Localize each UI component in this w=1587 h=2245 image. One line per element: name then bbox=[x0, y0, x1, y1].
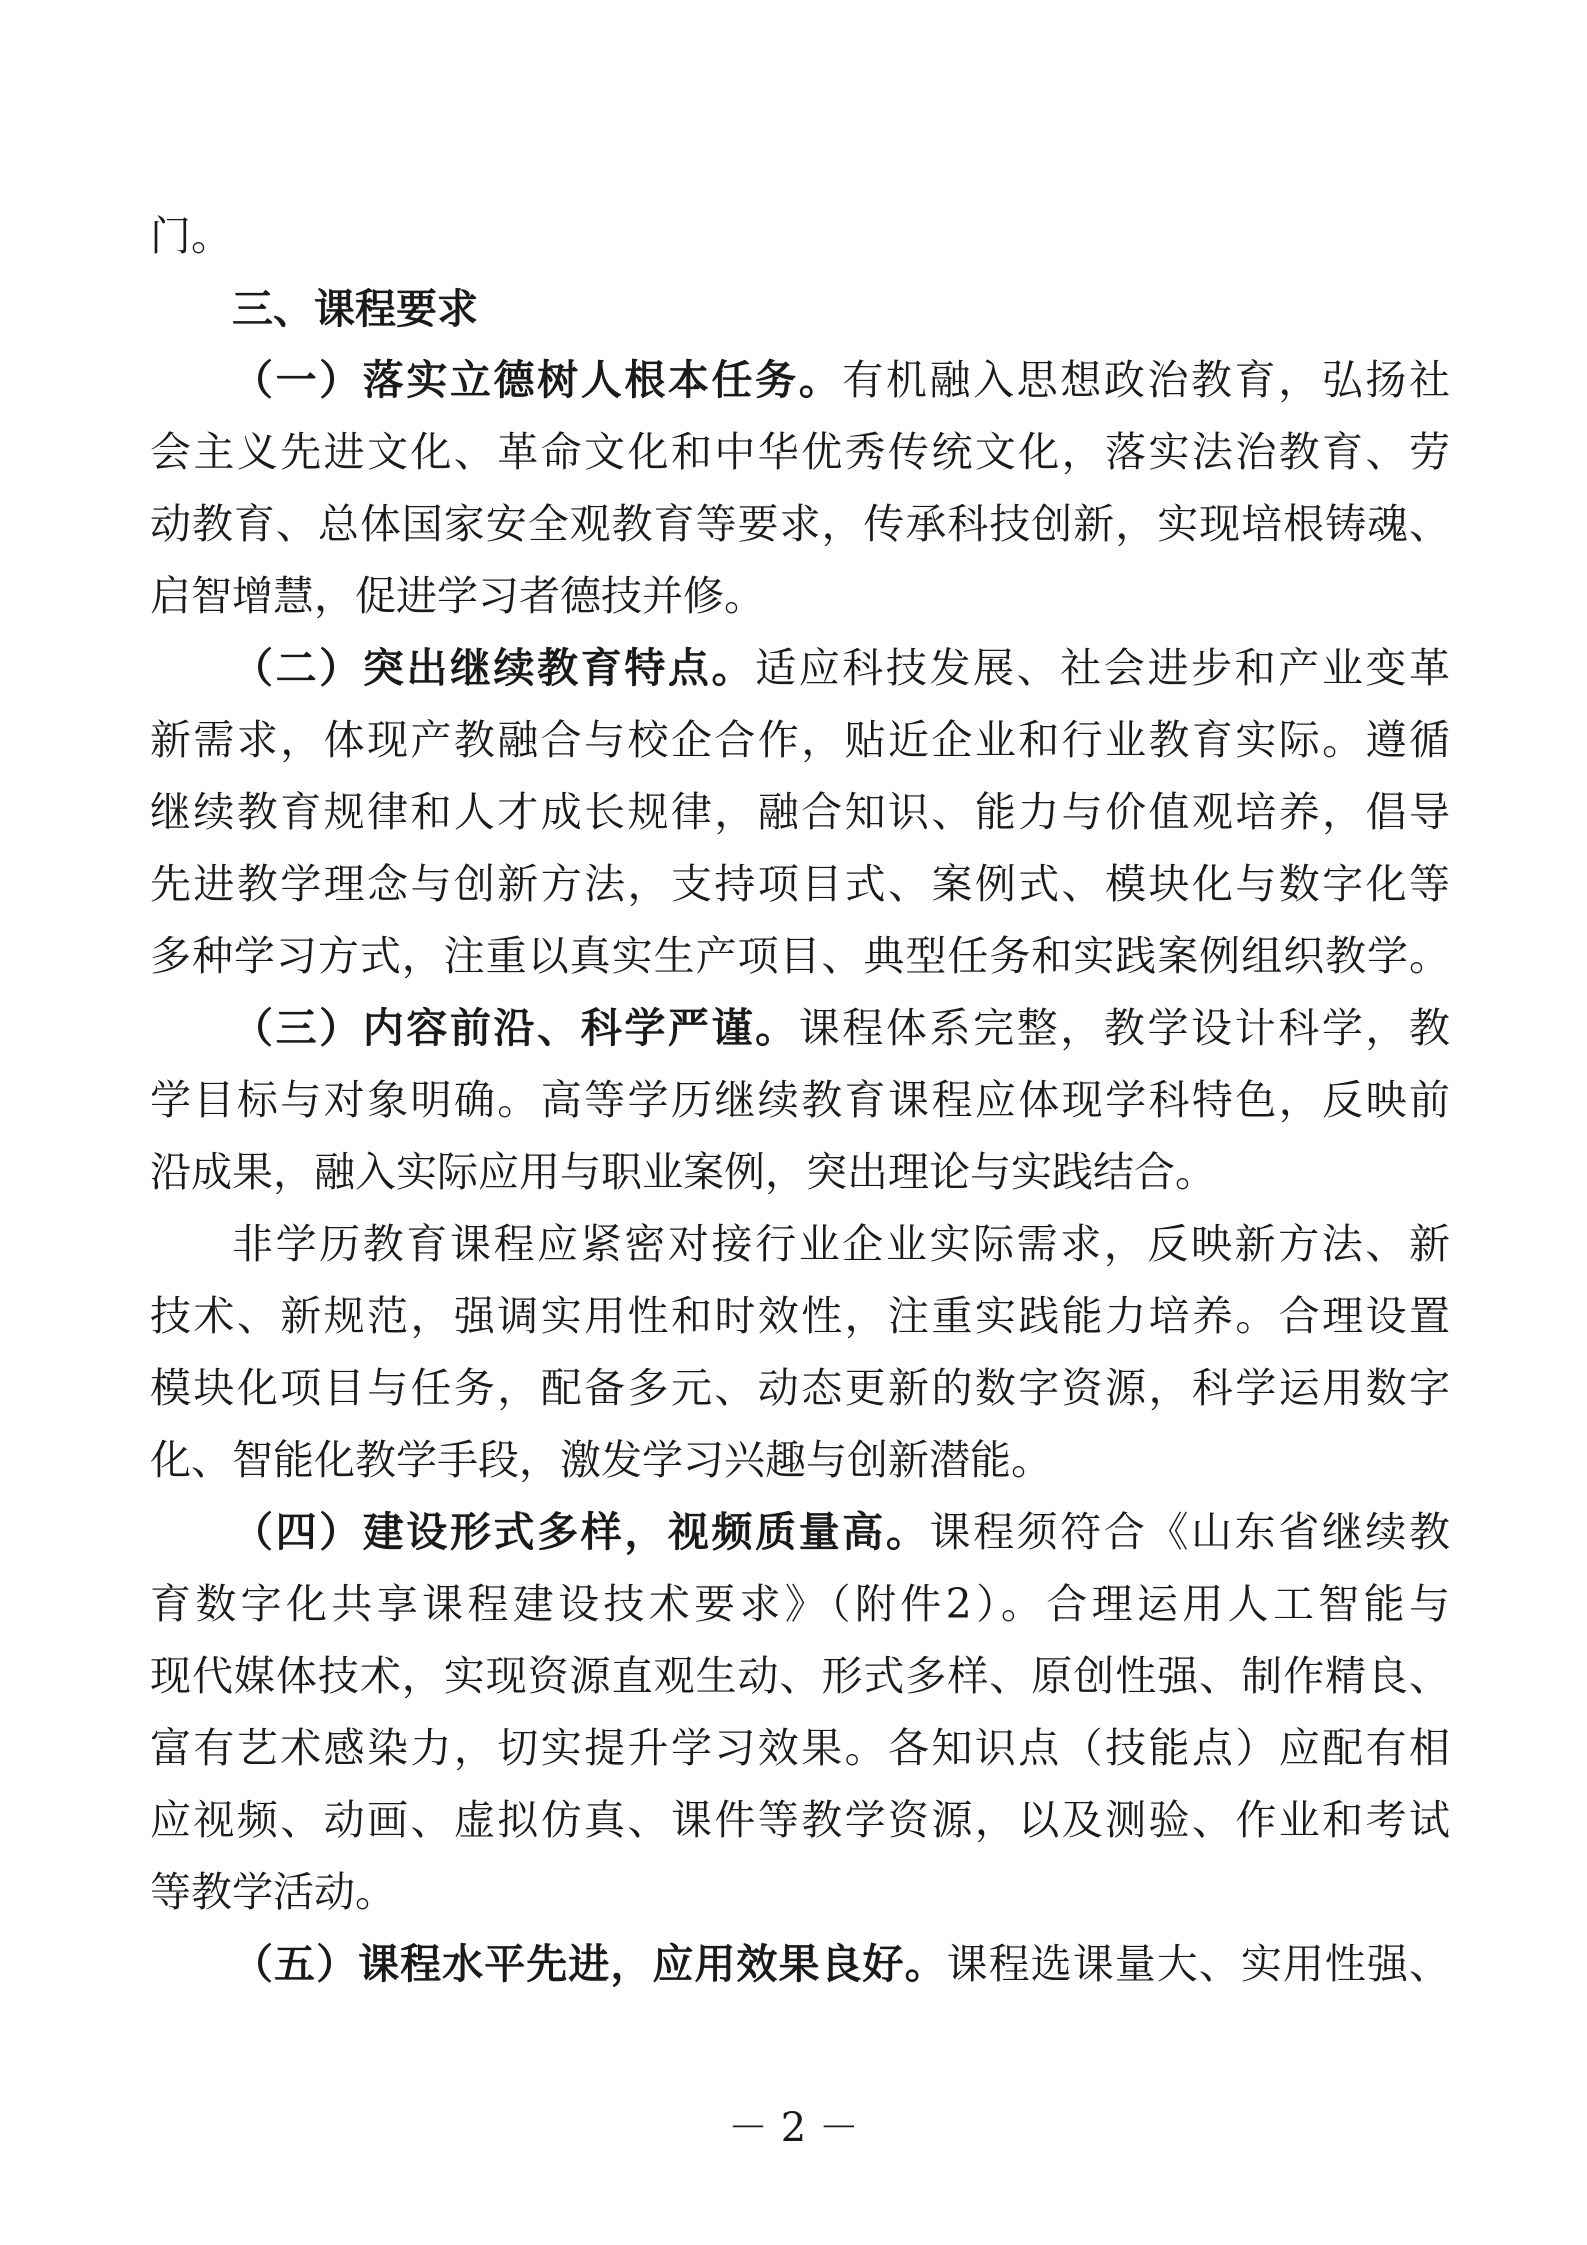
paragraph-6-text: 课程选课量大、实用性强、 bbox=[946, 1940, 1451, 1988]
paragraph-2-line-5: 多种学习方式，注重以真实生产项目、典型任务和实践案例组织教学。 bbox=[150, 932, 1450, 980]
paragraph-3-text: 课程体系完整，教学设计科学，教 bbox=[798, 1004, 1450, 1052]
paragraph-5-line-4: 富有艺术感染力，切实提升学习效果。各知识点（技能点）应配有相 bbox=[150, 1724, 1450, 1772]
paragraph-4-line-4: 化、智能化教学手段，激发学习兴趣与创新潜能。 bbox=[150, 1436, 1052, 1484]
paragraph-2-line-1 bbox=[232, 638, 1450, 698]
paragraph-6-title: （五）课程水平先进，应用效果良好。 bbox=[232, 1940, 947, 1988]
paragraph-5-text: 课程须符合《山东省继续教 bbox=[929, 1508, 1451, 1556]
paragraph-1-line-3: 动教育、总体国家安全观教育等要求，传承科技创新，实现培根铸魂、 bbox=[150, 500, 1450, 548]
paragraph-5-line-6: 等教学活动。 bbox=[150, 1868, 396, 1916]
paragraph-2-line-4: 先进教学理念与创新方法，支持项目式、案例式、模块化与数字化等 bbox=[150, 860, 1450, 908]
paragraph-5-line-5: 应视频、动画、虚拟仿真、课件等教学资源，以及测验、作业和考试 bbox=[150, 1796, 1450, 1844]
paragraph-3-line-3: 沿成果，融入实际应用与职业案例，突出理论与实践结合。 bbox=[150, 1148, 1216, 1196]
paragraph-2-line-3: 继续教育规律和人才成长规律，融合知识、能力与价值观培养，倡导 bbox=[150, 788, 1450, 836]
paragraph-5-line-1 bbox=[232, 1502, 1450, 1562]
paragraph-3-line-1 bbox=[232, 998, 1450, 1058]
paragraph-6-line-1 bbox=[232, 1934, 1450, 1994]
paragraph-1-line-2: 会主义先进文化、革命文化和中华优秀传统文化，落实法治教育、劳 bbox=[150, 428, 1450, 476]
paragraph-1-text: 有机融入思想政治教育，弘扬社 bbox=[842, 356, 1450, 404]
paragraph-3-line-2: 学目标与对象明确。高等学历继续教育课程应体现学科特色，反映前 bbox=[150, 1076, 1450, 1124]
paragraph-5-title: （四）建设形式多样，视频质量高。 bbox=[232, 1508, 930, 1556]
paragraph-2-title: （二）突出继续教育特点。 bbox=[232, 644, 756, 692]
paragraph-4-line-3: 模块化项目与任务，配备多元、动态更新的数字资源，科学运用数字 bbox=[150, 1364, 1450, 1412]
paragraph-4-line-1: 非学历教育课程应紧密对接行业企业实际需求，反映新方法、新 bbox=[232, 1220, 1450, 1268]
paragraph-5-line-2: 育数字化共享课程建设技术要求》（附件2）。合理运用人工智能与 bbox=[150, 1580, 1450, 1628]
paragraph-4-line-2: 技术、新规范，强调实用性和时效性，注重实践能力培养。合理设置 bbox=[150, 1292, 1450, 1340]
paragraph-2-text: 适应科技发展、社会进步和产业变革 bbox=[755, 644, 1451, 692]
paragraph-1-line-4: 启智增慧，促进学习者德技并修。 bbox=[150, 572, 765, 620]
paragraph-2-line-2: 新需求，体现产教融合与校企合作，贴近企业和行业教育实际。遵循 bbox=[150, 716, 1450, 764]
paragraph-5-line-3: 现代媒体技术，实现资源直观生动、形式多样、原创性强、制作精良、 bbox=[150, 1652, 1450, 1700]
paragraph-3-title: （三）内容前沿、科学严谨。 bbox=[232, 1004, 799, 1052]
carryover-line: 门。 bbox=[150, 212, 232, 260]
paragraph-1-line-1 bbox=[232, 350, 1450, 410]
section-heading: 三、课程要求 bbox=[232, 285, 478, 333]
paragraph-1-title: （一）落实立德树人根本任务。 bbox=[232, 356, 843, 404]
page-number: － 2 － bbox=[728, 2105, 859, 2151]
